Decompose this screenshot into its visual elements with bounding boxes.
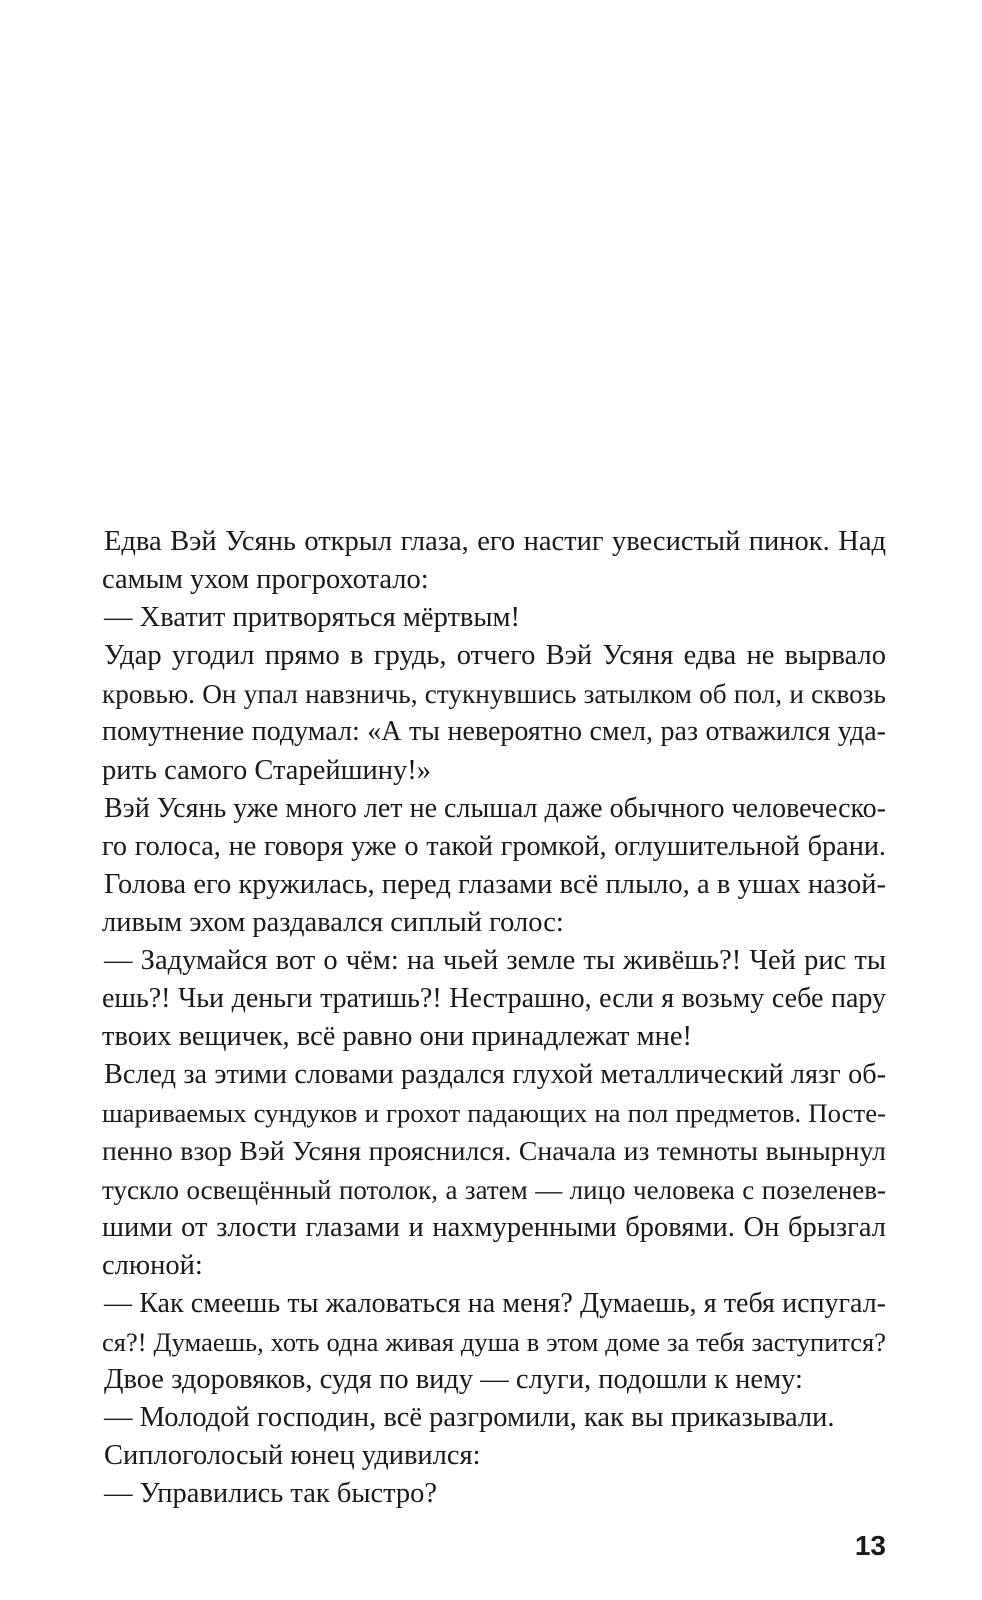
text-line: Едва Вэй Усянь открыл глаза, его настиг увесистый пинок. Над <box>104 526 886 557</box>
text-line: ся?! Думаешь, хоть одна живая душа в этом доме за тебя заступится? <box>102 1326 886 1357</box>
text-line: — Задумайся вот о чём: на чьей земле ты живёшь?! Чей рис ты <box>104 945 886 977</box>
text-line: го голоса, не говоря уже о такой громкой, оглушительной брани. <box>102 830 886 862</box>
page-number: 13 <box>854 1530 886 1561</box>
text-line: кровью. Он упал навзничь, стукнувшись затылком об пол, и сквозь <box>102 679 886 710</box>
text-line: ливым эхом раздавался сиплый голос: <box>102 906 564 938</box>
text-line: ешь?! Чьи деньги тратишь?! Нестрашно, если я возьму себе пару <box>102 983 886 1015</box>
text-line: самым ухом прогрохотало: <box>102 564 429 596</box>
text-line: тускло освещённый потолок, а затем — лицо человека с позеленев- <box>102 1174 886 1205</box>
text-line: — Хватит притворяться мёртвым! <box>104 602 521 634</box>
text-line: рить самого Старейшину!» <box>102 754 432 786</box>
text-line: Удар угодил прямо в грудь, отчего Вэй Усяня едва не вырвало <box>104 640 886 672</box>
text-line: шими от злости глазами и нахмуренными бровями. Он брызгал <box>102 1211 886 1243</box>
text-line: Вэй Усянь уже много лет не слышал даже обычного человеческо- <box>104 792 886 824</box>
body-text <box>102 523 886 1513</box>
text-line: Вслед за этими словами раздался глухой металлический лязг об- <box>104 1059 886 1091</box>
text-line: твоих вещичек, всё равно они принадлежат мне! <box>102 1021 693 1053</box>
text-line: помутнение подумал: «А ты невероятно смел, раз отважился уда- <box>102 716 886 748</box>
text-line: — Молодой господин, всё разгромили, как вы приказывали. <box>104 1402 835 1434</box>
text-line: Двое здоровяков, судя по виду — слуги, подошли к нему: <box>104 1364 803 1396</box>
text-line: пенно взор Вэй Усяня прояснился. Сначала из темноты вынырнул <box>102 1135 886 1167</box>
text-line: Голова его кружилась, перед глазами всё плыло, а в ушах назой- <box>104 868 886 900</box>
text-line: — Как смеешь ты жаловаться на меня? Думаешь, я тебя испугал- <box>104 1287 886 1319</box>
text-line: — Управились так быстро? <box>104 1478 438 1510</box>
text-line: слюной: <box>102 1249 203 1281</box>
text-line: Сиплоголосый юнец удивился: <box>104 1440 481 1472</box>
text-line: шариваемых сундуков и грохот падающих на пол предметов. Посте- <box>102 1098 886 1129</box>
